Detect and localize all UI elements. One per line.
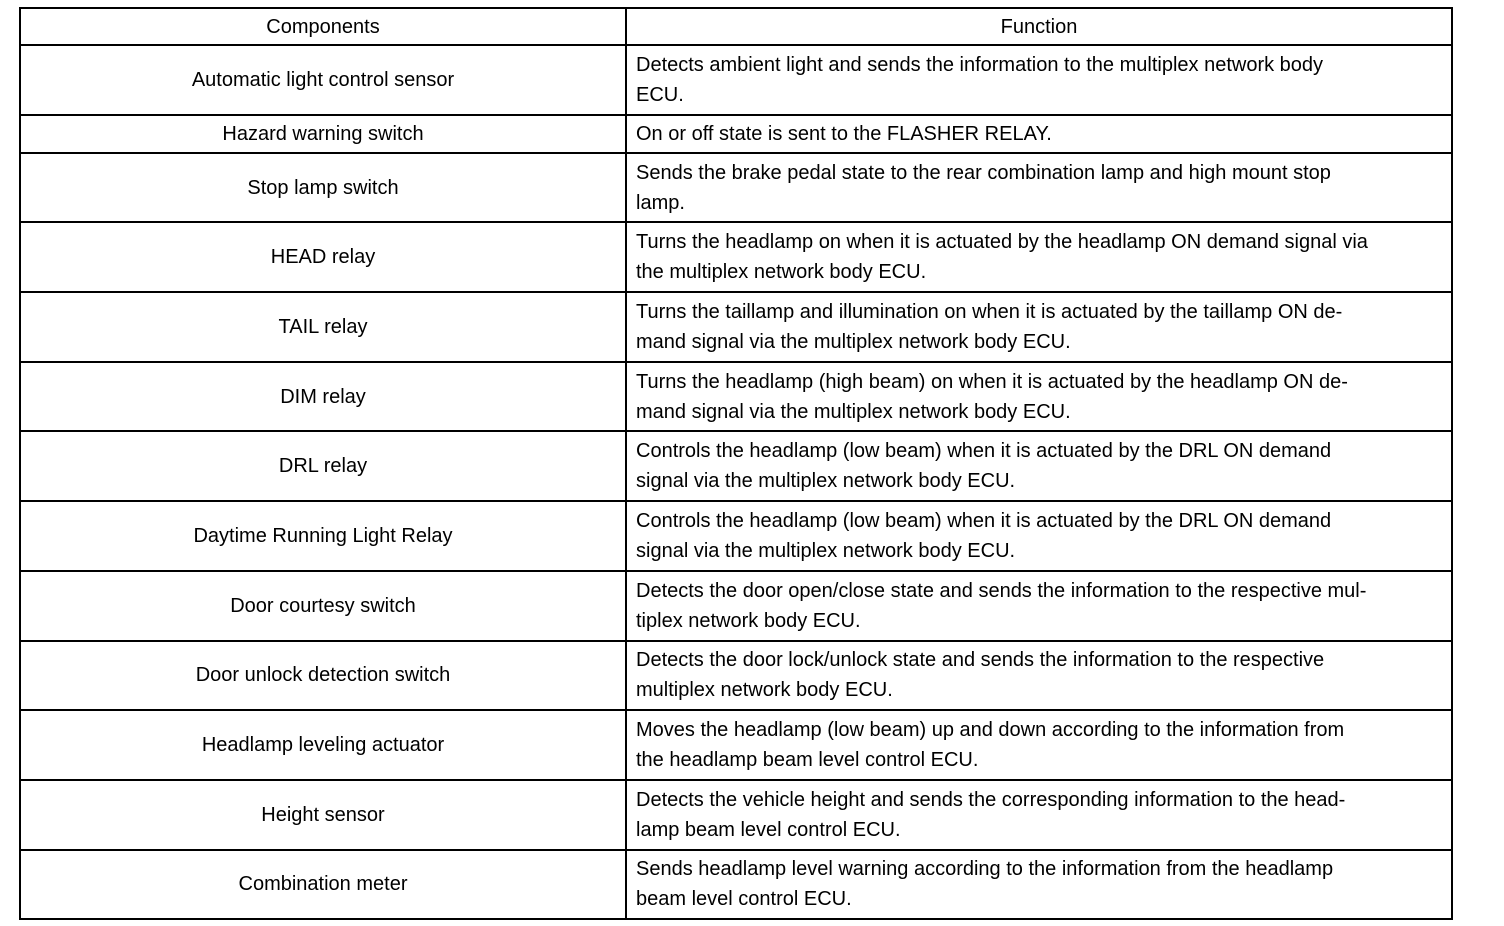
function-line: Sends the brake pedal state to the rear combination lamp and high mount stop — [636, 161, 1331, 184]
component-cell: DRL relay — [20, 431, 626, 501]
component-cell: Door unlock detection switch — [20, 641, 626, 711]
function-line: On or off state is sent to the FLASHER RELAY. — [636, 122, 1052, 145]
header-components: Components — [20, 8, 626, 45]
function-line: Controls the headlamp (low beam) when it is actuated by the DRL ON demand — [636, 440, 1332, 463]
function-cell — [626, 710, 1452, 780]
table-row — [20, 780, 1452, 850]
function-cell — [626, 153, 1452, 223]
table-row — [20, 501, 1452, 571]
table-row — [20, 850, 1452, 920]
function-cell — [626, 222, 1452, 292]
function-line: Turns the headlamp on when it is actuated by the headlamp ON demand signal via — [636, 231, 1368, 254]
table-row — [20, 362, 1452, 432]
function-line: Detects the door lock/unlock state and sends the information to the respective — [636, 649, 1325, 672]
component-cell: Hazard warning switch — [20, 115, 626, 153]
components-function-table — [19, 7, 1453, 920]
function-line: Moves the headlamp (low beam) up and down according to the information from — [636, 719, 1345, 742]
table-row — [20, 153, 1452, 223]
table-row — [20, 45, 1452, 115]
function-line: Turns the headlamp (high beam) on when it is actuated by the headlamp ON de- — [636, 370, 1348, 393]
table-row — [20, 641, 1452, 711]
function-cell — [626, 780, 1452, 850]
function-line: tiplex network body ECU. — [636, 609, 861, 632]
function-cell — [626, 362, 1452, 432]
component-cell: DIM relay — [20, 362, 626, 432]
function-cell — [626, 431, 1452, 501]
table-row — [20, 292, 1452, 362]
function-line: Detects ambient light and sends the information to the multiplex network body — [636, 53, 1324, 76]
function-cell — [626, 571, 1452, 641]
function-cell — [626, 850, 1452, 920]
function-line: signal via the multiplex network body ECU. — [636, 470, 1016, 493]
table-row — [20, 431, 1452, 501]
function-line: Sends headlamp level warning according to the information from the headlamp — [636, 858, 1334, 881]
function-line: lamp beam level control ECU. — [636, 818, 901, 841]
component-cell: Combination meter — [20, 850, 626, 920]
table-header-row — [20, 8, 1452, 45]
function-line: lamp. — [636, 191, 685, 214]
table-row — [20, 222, 1452, 292]
table-row — [20, 571, 1452, 641]
component-cell: Door courtesy switch — [20, 571, 626, 641]
component-cell: Automatic light control sensor — [20, 45, 626, 115]
function-line: Detects the vehicle height and sends the corresponding information to the head- — [636, 788, 1346, 811]
function-line: mand signal via the multiplex network body ECU. — [636, 330, 1071, 353]
component-cell: Headlamp leveling actuator — [20, 710, 626, 780]
function-line: Detects the door open/close state and sends the information to the respective mul- — [636, 579, 1367, 602]
table-body — [20, 45, 1452, 919]
table-row — [20, 710, 1452, 780]
function-line: the multiplex network body ECU. — [636, 261, 927, 284]
function-cell — [626, 501, 1452, 571]
component-cell: Stop lamp switch — [20, 153, 626, 223]
function-line: Controls the headlamp (low beam) when it is actuated by the DRL ON demand — [636, 509, 1332, 532]
component-cell: Height sensor — [20, 780, 626, 850]
component-cell: HEAD relay — [20, 222, 626, 292]
function-cell — [626, 641, 1452, 711]
function-line: beam level control ECU. — [636, 888, 852, 911]
function-line: multiplex network body ECU. — [636, 679, 893, 702]
component-cell: TAIL relay — [20, 292, 626, 362]
component-cell: Daytime Running Light Relay — [20, 501, 626, 571]
function-line: Turns the taillamp and illumination on when it is actuated by the taillamp ON de- — [636, 300, 1343, 323]
function-line: ECU. — [636, 83, 684, 106]
function-line: signal via the multiplex network body ECU. — [636, 539, 1016, 562]
function-line: the headlamp beam level control ECU. — [636, 749, 979, 772]
table-row — [20, 115, 1452, 153]
function-line: mand signal via the multiplex network body ECU. — [636, 400, 1071, 423]
function-cell — [626, 292, 1452, 362]
header-function: Function — [626, 8, 1452, 45]
function-cell — [626, 45, 1452, 115]
function-cell — [626, 115, 1452, 153]
